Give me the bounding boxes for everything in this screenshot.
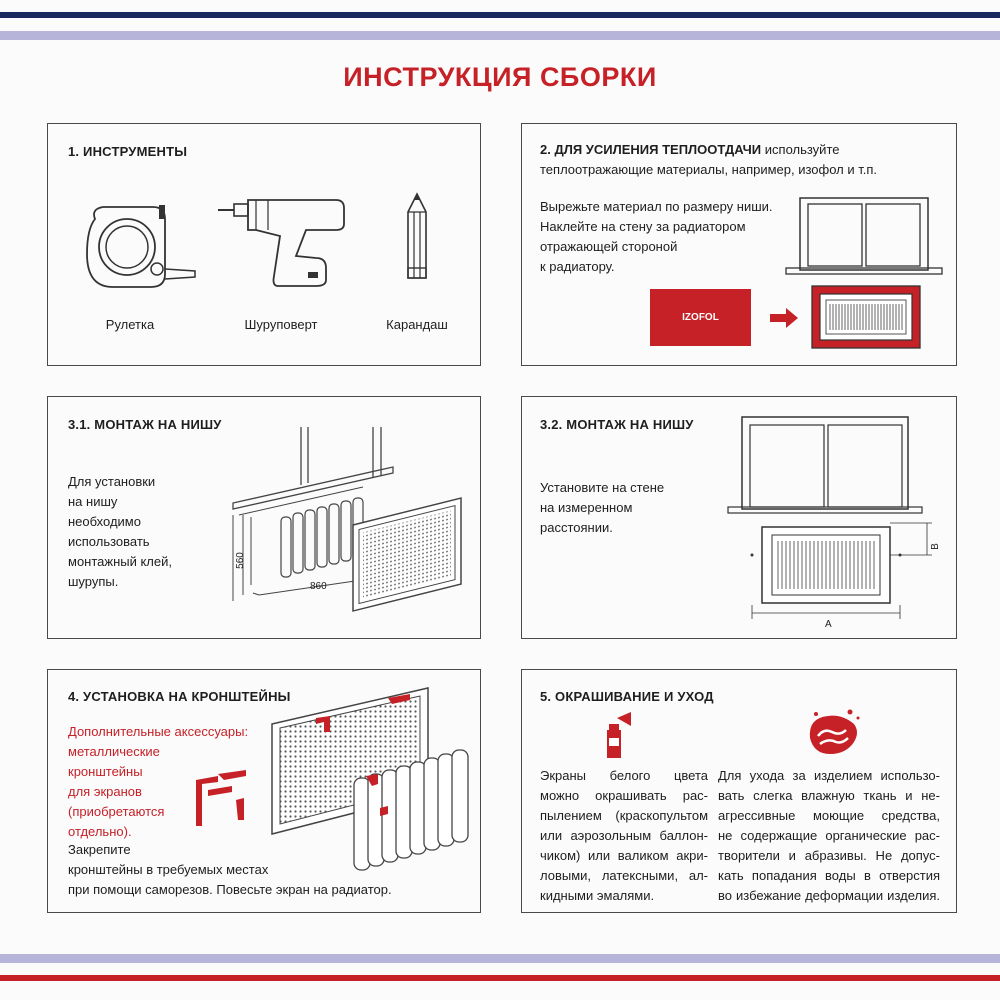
dim-b-label: B: [929, 543, 941, 550]
red-text-line: для экранов: [68, 784, 142, 799]
panel-title: 1. ИНСТРУМЕНТЫ: [68, 144, 188, 159]
panel-title: 3.2. МОНТАЖ НА НИШУ: [540, 417, 694, 432]
panel-title-bold: 2. ДЛЯ УСИЛЕНИЯ ТЕПЛООТДАЧИ: [540, 142, 762, 157]
pencil-icon: [402, 192, 432, 287]
text-line: кать попадания воды в отверстия: [718, 868, 940, 883]
window-niche-illustration: [784, 194, 944, 274]
dim-width-label: 860: [310, 581, 327, 592]
panel-title-rest: используйте: [761, 142, 840, 157]
radiator-sections: [281, 498, 363, 577]
text-line: чиком) или валиком акри-: [540, 848, 708, 863]
panel-bracket-install: [47, 669, 481, 913]
text-line: на нишу: [68, 494, 118, 509]
text-line: кронштейны в требуемых местах: [68, 862, 269, 877]
cleaning-hand-icon: [802, 708, 862, 760]
red-text-line: отдельно).: [68, 824, 132, 839]
panel-tools: [47, 123, 481, 366]
text-line: необходимо: [68, 514, 141, 529]
panel-instructions: [540, 197, 790, 277]
panel-title: [540, 140, 940, 180]
screen-on-radiator-illustration: [268, 684, 478, 874]
paint-text: [540, 766, 708, 906]
tool-label-pencil: Карандаш: [386, 317, 448, 332]
bottom-lavender-stripe: [0, 954, 1000, 963]
instr-line: отражающей стороной: [540, 239, 678, 254]
instr-line: к радиатору.: [540, 259, 615, 274]
text-line: агрессивные моющие средства,: [718, 808, 940, 823]
panel-text: [68, 472, 218, 592]
text-line: расстоянии.: [540, 520, 613, 535]
dim-height-label: 560: [234, 552, 246, 569]
text-line: можно окрашивать рас-: [540, 788, 708, 803]
text-line: при помощи саморезов. Повесьте экран на радиатор.: [68, 882, 392, 897]
text-line: Закрепите: [68, 842, 131, 857]
arrow-right-icon: [770, 308, 798, 328]
text-line: во избежание деформации изделия.: [718, 888, 940, 903]
red-text-line: (приобретаются: [68, 804, 165, 819]
tool-label-tape: Рулетка: [105, 317, 155, 332]
panel-subtitle: теплоотражающие материалы, например, изофол и т.п.: [540, 162, 878, 177]
text-line: шурупы.: [68, 574, 119, 589]
panel-niche-mount-1: [47, 396, 481, 639]
wall-mount-illustration: [722, 415, 942, 625]
text-line: монтажный клей,: [68, 554, 172, 569]
text-line: творители и абразивы. Не допус-: [718, 848, 940, 863]
red-text-line: Дополнительные аксессуары:: [68, 724, 249, 739]
panel-niche-mount-2: [521, 396, 957, 639]
dim-a-label: A: [825, 619, 832, 630]
page-title: ИНСТРУКЦИЯ СБОРКИ: [343, 62, 657, 92]
niche-install-illustration: [223, 425, 473, 625]
brackets-illustration: [188, 770, 258, 830]
text-line: кидными эмалями.: [540, 888, 655, 903]
red-text-line: кронштейны: [68, 764, 143, 779]
panel-title: 3.1. МОНТАЖ НА НИШУ: [68, 417, 222, 432]
text-line: Установите на стене: [540, 480, 665, 495]
panel-text: [540, 478, 710, 538]
red-text-line: металлические: [68, 744, 160, 759]
instr-line: Наклейте на стену за радиатором: [540, 219, 746, 234]
text-line: Для ухода за изделием использо-: [718, 768, 940, 783]
izofol-label: IZOFOL: [682, 312, 719, 323]
text-line: Экраны белого цвета: [540, 768, 708, 783]
bottom-red-stripe: [0, 975, 1000, 981]
top-navy-stripe: [0, 12, 1000, 18]
panel-painting-care: [521, 669, 957, 913]
text-line: пылением (краскопультом: [540, 808, 708, 823]
text-line: использовать: [68, 534, 150, 549]
izofol-sheet: [650, 289, 751, 346]
panel-heat-reflection: [521, 123, 957, 366]
tool-label-drill: Шуруповерт: [244, 317, 318, 332]
radiator-on-izofol-illustration: [810, 284, 922, 350]
drill-icon: [216, 196, 346, 291]
panel-title: 4. УСТАНОВКА НА КРОНШТЕЙНЫ: [68, 689, 291, 704]
tape-measure-icon: [83, 199, 203, 294]
instr-line: Вырежьте материал по размеру ниши.: [540, 199, 773, 214]
spray-can-icon: [597, 712, 637, 760]
care-text: [718, 766, 940, 906]
panel-title: 5. ОКРАШИВАНИЕ И УХОД: [540, 689, 714, 704]
text-line: или аэрозольным баллон-: [540, 828, 708, 843]
top-lavender-stripe: [0, 31, 1000, 40]
text-line: вать слегка влажную ткань и не-: [718, 788, 940, 803]
text-line: на измеренном: [540, 500, 633, 515]
text-line: Для установки: [68, 474, 156, 489]
text-line: не содержащие органические рас-: [718, 828, 940, 843]
text-line: ловыми, латексными, ал-: [540, 868, 708, 883]
